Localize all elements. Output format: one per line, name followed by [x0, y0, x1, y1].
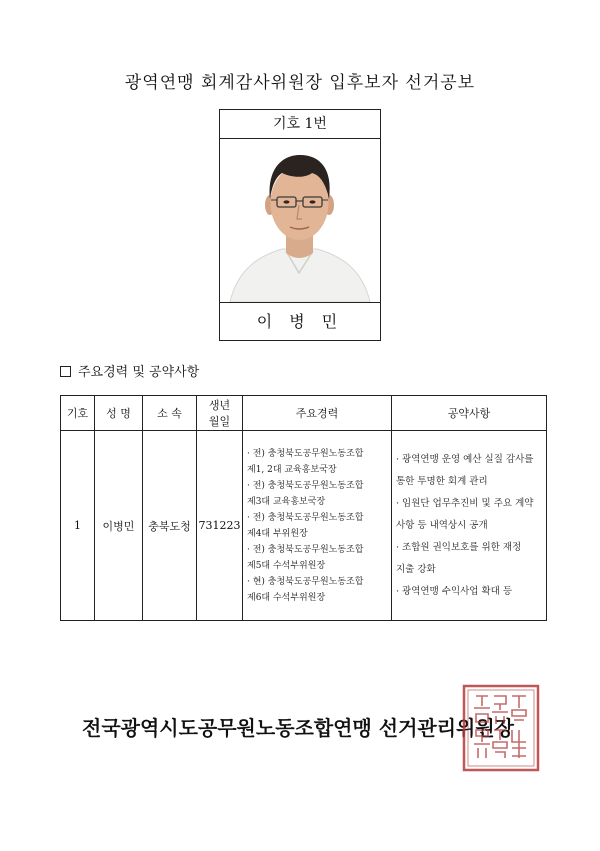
- checkbox-square-icon: [60, 366, 71, 377]
- seal-glyphs: [474, 696, 526, 758]
- candidate-number: 기호 1번: [220, 110, 380, 139]
- official-seal-stamp: [462, 684, 540, 772]
- cell-name: 이병민: [95, 431, 143, 621]
- career-line: 제6대 수석부위원장: [247, 592, 326, 603]
- table-row: [61, 431, 547, 621]
- career-line: 제1, 2대 교육홍보국장: [247, 464, 337, 475]
- candidate-portrait-image: [220, 139, 379, 302]
- candidate-name: 이 병 민: [256, 312, 344, 331]
- career-line: · 현) 충청북도공무원노동조합: [247, 576, 364, 587]
- pledge-line: 지출 강화: [396, 563, 436, 575]
- pledge-line: · 광역연맹 운영 예산 실질 감사를: [396, 453, 534, 465]
- pledge-line: · 임원단 업무추진비 및 주요 계약: [396, 497, 534, 509]
- cell-affiliation: 충북도청: [143, 431, 197, 621]
- header-birthdate-line1: 생년: [208, 399, 231, 412]
- cell-number: 1: [61, 431, 95, 621]
- career-line: · 전) 충청북도공무원노동조합: [247, 448, 364, 459]
- header-pledges: 공약사항: [392, 396, 547, 431]
- cell-birthdate: 731223: [197, 431, 243, 621]
- document-title: 광역연맹 회계감사위원장 입후보자 선거공보: [124, 73, 476, 93]
- pledge-line: · 조합원 권익보호를 위한 재정: [396, 541, 522, 553]
- career-line: 제5대 수석부위원장: [247, 560, 326, 571]
- candidate-info-table: [60, 395, 547, 621]
- seal-border: [464, 686, 538, 770]
- section-heading: [60, 361, 199, 380]
- section-heading-text: 주요경력 및 공약사항: [78, 365, 200, 380]
- cell-pledges: [392, 431, 547, 621]
- table-header-row: [61, 396, 547, 431]
- pledge-line: 사항 등 내역상시 공개: [396, 519, 488, 531]
- header-name: 성 명: [95, 396, 143, 431]
- candidate-card: [219, 109, 381, 341]
- cell-career: [243, 431, 392, 621]
- header-career: 주요경력: [243, 396, 392, 431]
- pledge-line: 통한 투명한 회계 관리: [396, 475, 488, 487]
- career-line: 제4대 부위원장: [247, 528, 308, 539]
- career-line: · 전) 충청북도공무원노동조합: [247, 544, 364, 555]
- career-line: · 전) 충청북도공무원노동조합: [247, 512, 364, 523]
- header-birthdate: [197, 396, 243, 431]
- career-line: 제3대 교육홍보국장: [247, 496, 326, 507]
- career-line: · 전) 충청북도공무원노동조합: [247, 480, 364, 491]
- candidate-photo: [220, 139, 380, 303]
- header-number: 기호: [61, 396, 95, 431]
- header-affiliation: 소 속: [143, 396, 197, 431]
- pledge-line: · 광역연맹 수익사업 확대 등: [396, 585, 513, 597]
- header-birthdate-line2: 월일: [208, 415, 231, 428]
- election-committee-signature: 전국광역시도공무원노동조합연맹 선거관리위원장: [82, 716, 515, 740]
